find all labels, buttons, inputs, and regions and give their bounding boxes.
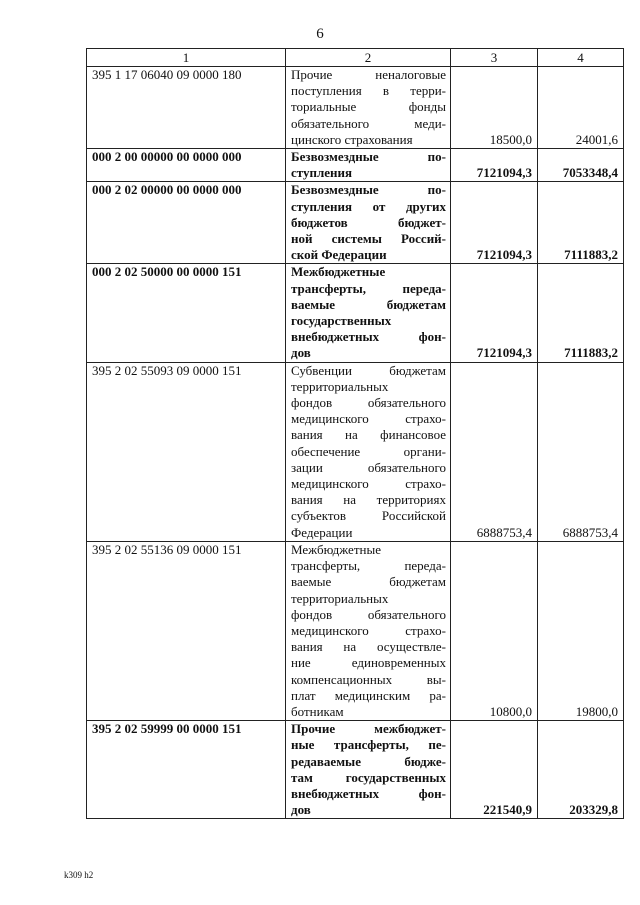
table-row <box>87 149 624 182</box>
row-name-cell <box>286 182 451 264</box>
row-name-line: фондов обязательного <box>291 606 446 622</box>
row-code-cell: 000 2 00 00000 00 0000 000 <box>87 149 286 182</box>
budget-table <box>86 48 624 819</box>
footer-code: k309 h2 <box>64 870 94 880</box>
table-row <box>87 721 624 819</box>
row-name-line: Субвенции бюджетам <box>291 362 446 378</box>
row-name-line: цинского страхования <box>291 131 413 147</box>
row-value-col4: 19800,0 <box>538 541 624 720</box>
row-name-line: ной системы Россий- <box>291 231 446 247</box>
row-name-line: Безвозмездные по- <box>291 182 446 198</box>
row-name-line: Прочие межбюджет- <box>291 721 446 737</box>
table-row <box>87 362 624 541</box>
table-header-row <box>87 49 624 67</box>
row-name-line: плат медицинским ра- <box>291 687 446 703</box>
budget-table-body <box>87 49 624 819</box>
row-name-line: ние единовременных <box>291 655 446 671</box>
column-header-2: 2 <box>286 49 451 67</box>
row-code-cell: 395 2 02 55136 09 0000 151 <box>87 541 286 720</box>
row-value-col4: 7053348,4 <box>538 149 624 182</box>
row-name-line: обеспечение органи- <box>291 443 446 459</box>
row-name-cell <box>286 362 451 541</box>
row-name-line: Безвозмездные по- <box>291 149 446 165</box>
row-name-line: бюджетов бюджет- <box>291 214 446 230</box>
row-name-line: поступления в терри- <box>291 83 446 99</box>
row-name-line: Прочие неналоговые <box>291 67 446 82</box>
row-name-line: субъектов Российской <box>291 508 446 524</box>
row-code-cell: 395 2 02 55093 09 0000 151 <box>87 362 286 541</box>
row-name-line: территориальных <box>291 590 389 606</box>
row-code-cell: 395 2 02 59999 00 0000 151 <box>87 721 286 819</box>
row-name-line: там государственных <box>291 769 446 785</box>
page-number: 6 <box>316 26 324 42</box>
row-name-line: компенсационных вы- <box>291 671 446 687</box>
row-name-line: Федерации <box>291 524 353 540</box>
row-code-cell: 395 1 17 06040 09 0000 180 <box>87 67 286 149</box>
row-name-line: ториальные фонды <box>291 99 446 115</box>
row-value-col3: 10800,0 <box>451 541 538 720</box>
row-value-col3: 7121094,3 <box>451 149 538 182</box>
row-name-cell <box>286 541 451 720</box>
row-value-col4: 7111883,2 <box>538 182 624 264</box>
row-name-line: внебюджетных фон- <box>291 329 446 345</box>
row-name-line: редаваемые бюдже- <box>291 753 446 769</box>
row-name-line: ской Федерации <box>291 247 387 263</box>
row-name-cell <box>286 149 451 182</box>
table-row <box>87 541 624 720</box>
row-name-line: дов <box>291 345 311 361</box>
row-name-line: вания на территориях <box>291 492 446 508</box>
row-name-line: Межбюджетные <box>291 264 386 280</box>
row-value-col4: 7111883,2 <box>538 264 624 362</box>
row-name-line: Межбюджетные <box>291 541 381 557</box>
row-value-col3: 6888753,4 <box>451 362 538 541</box>
row-code-cell: 000 2 02 00000 00 0000 000 <box>87 182 286 264</box>
row-name-line: ные трансферты, пе- <box>291 737 446 753</box>
table-row <box>87 182 624 264</box>
row-code-cell: 000 2 02 50000 00 0000 151 <box>87 264 286 362</box>
row-name-line: медицинского страхо- <box>291 411 446 427</box>
row-name-line: обязательного меди- <box>291 115 446 131</box>
column-header-4: 4 <box>538 49 624 67</box>
row-value-col3: 18500,0 <box>451 67 538 149</box>
row-value-col4: 24001,6 <box>538 67 624 149</box>
row-name-line: внебюджетных фон- <box>291 785 446 801</box>
table-row <box>87 264 624 362</box>
row-name-cell <box>286 721 451 819</box>
row-name-line: территориальных <box>291 378 389 394</box>
row-name-line: фондов обязательного <box>291 395 446 411</box>
row-value-col4: 6888753,4 <box>538 362 624 541</box>
row-name-line: зации обязательного <box>291 459 446 475</box>
row-name-line: медицинского страхо- <box>291 476 446 492</box>
table-row <box>87 67 624 149</box>
row-name-line: дов <box>291 802 311 818</box>
row-value-col3: 221540,9 <box>451 721 538 819</box>
row-name-cell <box>286 67 451 149</box>
row-value-col4: 203329,8 <box>538 721 624 819</box>
row-value-col3: 7121094,3 <box>451 182 538 264</box>
row-name-line: трансферты, переда- <box>291 280 446 296</box>
row-name-line: ваемые бюджетам <box>291 574 446 590</box>
row-name-cell <box>286 264 451 362</box>
column-header-3: 3 <box>451 49 538 67</box>
row-name-line: ботникам <box>291 703 344 719</box>
row-name-line: ступления <box>291 165 353 181</box>
row-name-line: медицинского страхо- <box>291 622 446 638</box>
row-name-line: ступления от других <box>291 198 446 214</box>
row-name-line: ваемые бюджетам <box>291 296 446 312</box>
row-name-line: трансферты, переда- <box>291 558 446 574</box>
row-name-line: вания на финансовое <box>291 427 446 443</box>
column-header-1: 1 <box>87 49 286 67</box>
row-name-line: государственных <box>291 313 392 329</box>
row-value-col3: 7121094,3 <box>451 264 538 362</box>
row-name-line: вания на осуществле- <box>291 639 446 655</box>
